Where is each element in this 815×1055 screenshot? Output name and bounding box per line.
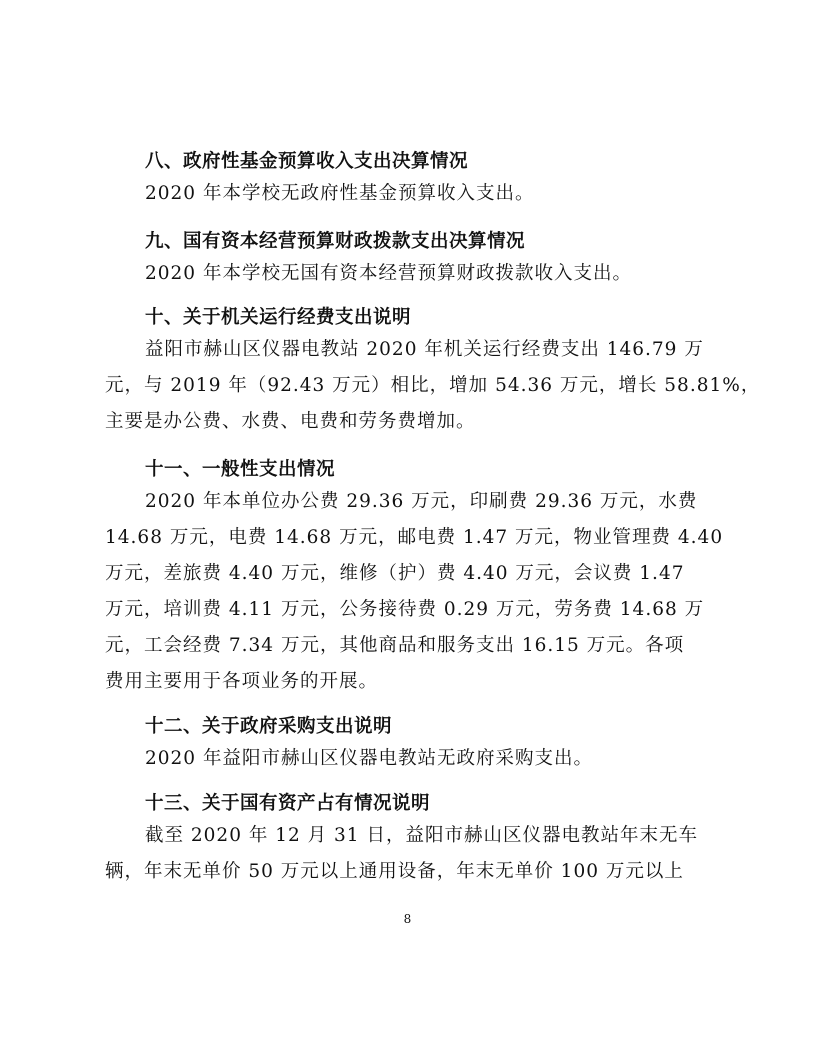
paragraph-line: 2020 年益阳市赫山区仪器电教站无政府采购支出。 — [145, 748, 593, 769]
section-paragraph-13 — [105, 818, 715, 890]
section-heading-13: 十三、关于国有资产占有情况说明 — [145, 793, 431, 814]
section-paragraph-10 — [105, 332, 761, 440]
section-heading-11: 十一、一般性支出情况 — [145, 459, 336, 480]
section-paragraph-8 — [105, 176, 715, 212]
paragraph-line: 元，与 2019 年（92.43 万元）相比，增加 54.36 万元，增长 58.81%， — [105, 375, 761, 396]
section-heading-12: 十二、关于政府采购支出说明 — [145, 716, 393, 737]
section-heading-8: 八、政府性基金预算收入支出决算情况 — [145, 151, 469, 172]
section-paragraph-9 — [105, 256, 715, 292]
paragraph-line: 截至 2020 年 12 月 31 日，益阳市赫山区仪器电教站年末无车 — [145, 825, 698, 846]
paragraph-line: 2020 年本学校无国有资本经营预算财政拨款收入支出。 — [145, 263, 632, 284]
page-number: 8 — [403, 912, 412, 926]
paragraph-line: 2020 年本单位办公费 29.36 万元，印刷费 29.36 万元，水费 — [145, 491, 698, 512]
section-heading-10: 十、关于机关运行经费支出说明 — [145, 307, 412, 328]
paragraph-line: 辆，年末无单价 50 万元以上通用设备，年末无单价 100 万元以上 — [105, 861, 684, 882]
paragraph-line: 万元，差旅费 4.40 万元，维修（护）费 4.40 万元，会议费 1.47 — [105, 563, 685, 584]
section-paragraph-11 — [105, 484, 724, 700]
paragraph-line: 益阳市赫山区仪器电教站 2020 年机关运行经费支出 146.79 万 — [145, 339, 704, 360]
paragraph-line: 2020 年本学校无政府性基金预算收入支出。 — [145, 183, 535, 204]
section-paragraph-12 — [105, 741, 715, 777]
paragraph-line: 14.68 万元，电费 14.68 万元，邮电费 1.47 万元，物业管理费 4.40 — [105, 527, 724, 548]
paragraph-line: 费用主要用于各项业务的开展。 — [105, 671, 379, 692]
paragraph-line: 元，工会经费 7.34 万元，其他商品和服务支出 16.15 万元。各项 — [105, 635, 685, 656]
paragraph-line: 主要是办公费、水费、电费和劳务费增加。 — [105, 411, 476, 432]
section-heading-9: 九、国有资本经营预算财政拨款支出决算情况 — [145, 231, 526, 252]
paragraph-line: 万元，培训费 4.11 万元，公务接待费 0.29 万元，劳务费 14.68 万 — [105, 599, 705, 620]
